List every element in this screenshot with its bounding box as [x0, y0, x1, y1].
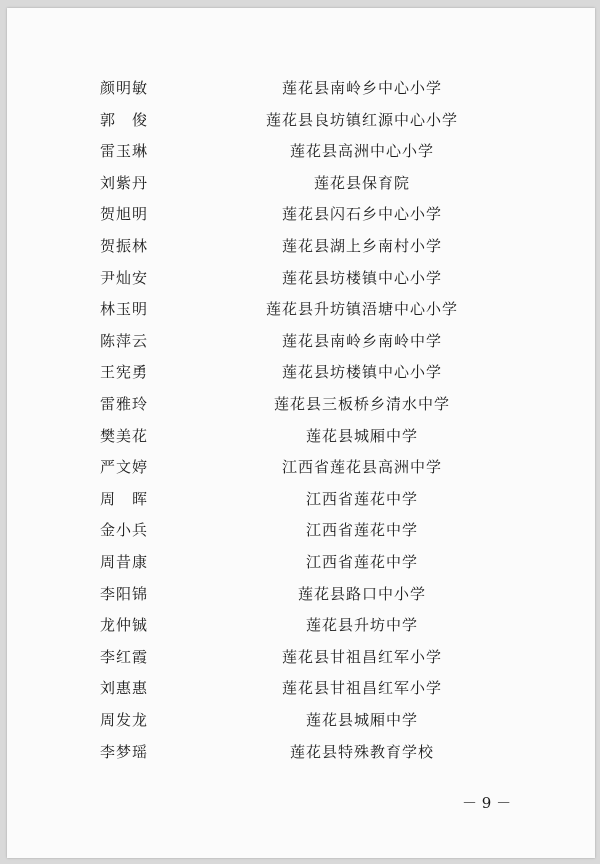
person-name: 颜明敏: [100, 79, 149, 97]
school-name: 江西省莲花中学: [305, 489, 418, 508]
list-item: [7, 515, 595, 546]
person-name: 李阳锦: [100, 584, 149, 603]
person-name: 雷玉琳: [100, 142, 149, 161]
list-item: [7, 136, 595, 167]
person-name: 刘紫丹: [100, 173, 149, 192]
person-name: 王宪勇: [100, 363, 149, 382]
person-name: 周发龙: [100, 711, 149, 729]
list-item: [7, 452, 595, 483]
school-name: 莲花县保育院: [313, 173, 410, 192]
school-name: 莲花县路口中小学: [297, 584, 426, 603]
school-name: 莲花县特殊教育学校: [289, 742, 434, 761]
school-name: 莲花县甘祖昌红军小学: [281, 647, 442, 666]
list-item: [7, 389, 595, 420]
document-page: [7, 8, 595, 858]
person-name: 林玉明: [100, 300, 149, 319]
list-item: [7, 421, 595, 452]
person-name: 周昔康: [100, 553, 149, 571]
person-name: 贺振林: [100, 237, 149, 255]
person-name: 金小兵: [100, 521, 149, 540]
person-name: 严文婷: [100, 458, 149, 477]
school-name: 莲花县良坊镇红源中心小学: [265, 110, 458, 129]
list-item: [7, 326, 595, 357]
person-name: 尹灿安: [100, 268, 149, 287]
list-item: [7, 168, 595, 199]
person-name: 陈萍云: [100, 331, 149, 350]
person-name: 郭 俊: [100, 110, 149, 129]
school-name: 江西省莲花县高洲中学: [281, 458, 442, 477]
person-name: 李梦瑶: [100, 742, 149, 761]
list-item: [7, 231, 595, 262]
person-name: 贺旭明: [100, 205, 149, 224]
person-name: 龙仲铖: [100, 616, 149, 635]
list-item: [7, 737, 595, 768]
person-name: 周 晖: [100, 489, 149, 508]
page-number: － 9 －: [462, 794, 512, 812]
school-name: 莲花县三板桥乡清水中学: [273, 395, 450, 413]
list-item: [7, 547, 595, 578]
school-name: 莲花县南岭乡中心小学: [281, 79, 442, 97]
person-name: 李红霞: [100, 647, 149, 666]
school-name: 莲花县闪石乡中心小学: [281, 205, 442, 224]
school-name: 江西省莲花中学: [305, 553, 418, 571]
list-item: [7, 263, 595, 294]
list-item: [7, 199, 595, 230]
school-name: 莲花县坊楼镇中心小学: [281, 363, 442, 382]
school-name: 莲花县湖上乡南村小学: [281, 237, 442, 255]
person-name: 樊美花: [100, 426, 149, 445]
list-item: [7, 294, 595, 325]
list-item: [7, 484, 595, 515]
list-item: [7, 610, 595, 641]
list-item: [7, 105, 595, 136]
school-name: 莲花县甘祖昌红军小学: [281, 679, 442, 698]
person-name: 刘惠惠: [100, 679, 149, 698]
school-name: 莲花县城厢中学: [305, 711, 418, 729]
list-item: [7, 673, 595, 704]
school-name: 莲花县城厢中学: [305, 426, 418, 445]
list-item: [7, 357, 595, 388]
school-name: 莲花县升坊镇浯塘中心小学: [265, 300, 458, 319]
school-name: 莲花县坊楼镇中心小学: [281, 268, 442, 287]
person-name: 雷雅玲: [100, 395, 149, 413]
list-item: [7, 73, 595, 104]
school-name: 莲花县高洲中心小学: [289, 142, 434, 161]
school-name: 江西省莲花中学: [305, 521, 418, 540]
list-item: [7, 579, 595, 610]
school-name: 莲花县升坊中学: [305, 616, 418, 635]
list-item: [7, 705, 595, 736]
list-item: [7, 642, 595, 673]
school-name: 莲花县南岭乡南岭中学: [281, 331, 442, 350]
